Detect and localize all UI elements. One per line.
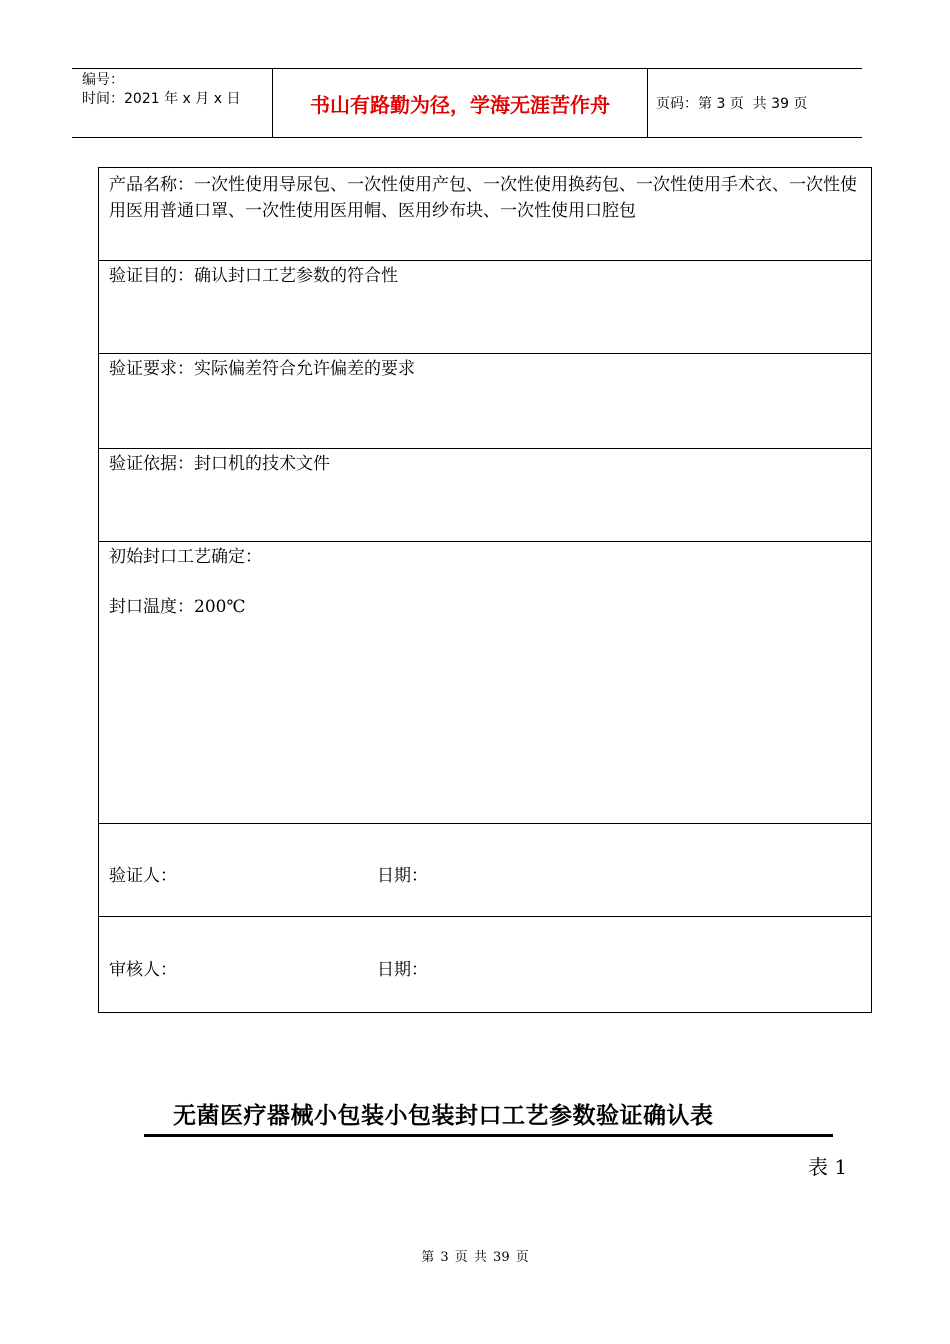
initial-process-row (98, 542, 872, 824)
reviewer-label: 审核人： (109, 960, 177, 980)
requirement-row (98, 354, 872, 449)
product-names: 产品名称：一次性使用导尿包、一次性使用产包、一次性使用换药包、一次性使用手术衣、一次性使用医用普通口罩、一次性使用医用帽、医用纱布块、一次性使用口腔包 (109, 175, 857, 221)
reviewer-row (98, 917, 872, 1013)
product-row (98, 167, 872, 261)
initial-process-title: 初始封口工艺确定： (109, 547, 262, 567)
validation-form (98, 167, 872, 1013)
basis-row (98, 449, 872, 542)
sealing-temperature: 封口温度：200℃ (109, 597, 246, 617)
page-footer: 第 3 页 共 39 页 (421, 1250, 529, 1265)
verifier-row (98, 824, 872, 917)
document-time: 时间：2021 年 x 月 x 日 (82, 91, 241, 107)
verifier-label: 验证人： (109, 866, 177, 886)
table-label: 表 1 (808, 1155, 848, 1179)
reviewer-date-label: 日期： (377, 960, 428, 980)
validation-purpose: 验证目的：确认封口工艺参数的符合性 (109, 266, 398, 286)
header-meta (72, 69, 273, 137)
header-motto: 书山有路勤为径，学海无涯苦作舟 (273, 69, 648, 137)
document-number-label: 编号： (82, 72, 124, 88)
page-header (72, 68, 862, 138)
page-info-text: 页码：第 3 页 共 39 页 (656, 96, 808, 112)
validation-requirement: 验证要求：实际偏差符合允许偏差的要求 (109, 359, 415, 379)
header-page-info (648, 69, 862, 137)
title-underline (144, 1134, 833, 1137)
verifier-date-label: 日期： (377, 866, 428, 886)
validation-basis: 验证依据：封口机的技术文件 (109, 454, 330, 474)
document-title: 无菌医疗器械小包装小包装封口工艺参数验证确认表 (173, 1102, 714, 1129)
purpose-row (98, 261, 872, 354)
